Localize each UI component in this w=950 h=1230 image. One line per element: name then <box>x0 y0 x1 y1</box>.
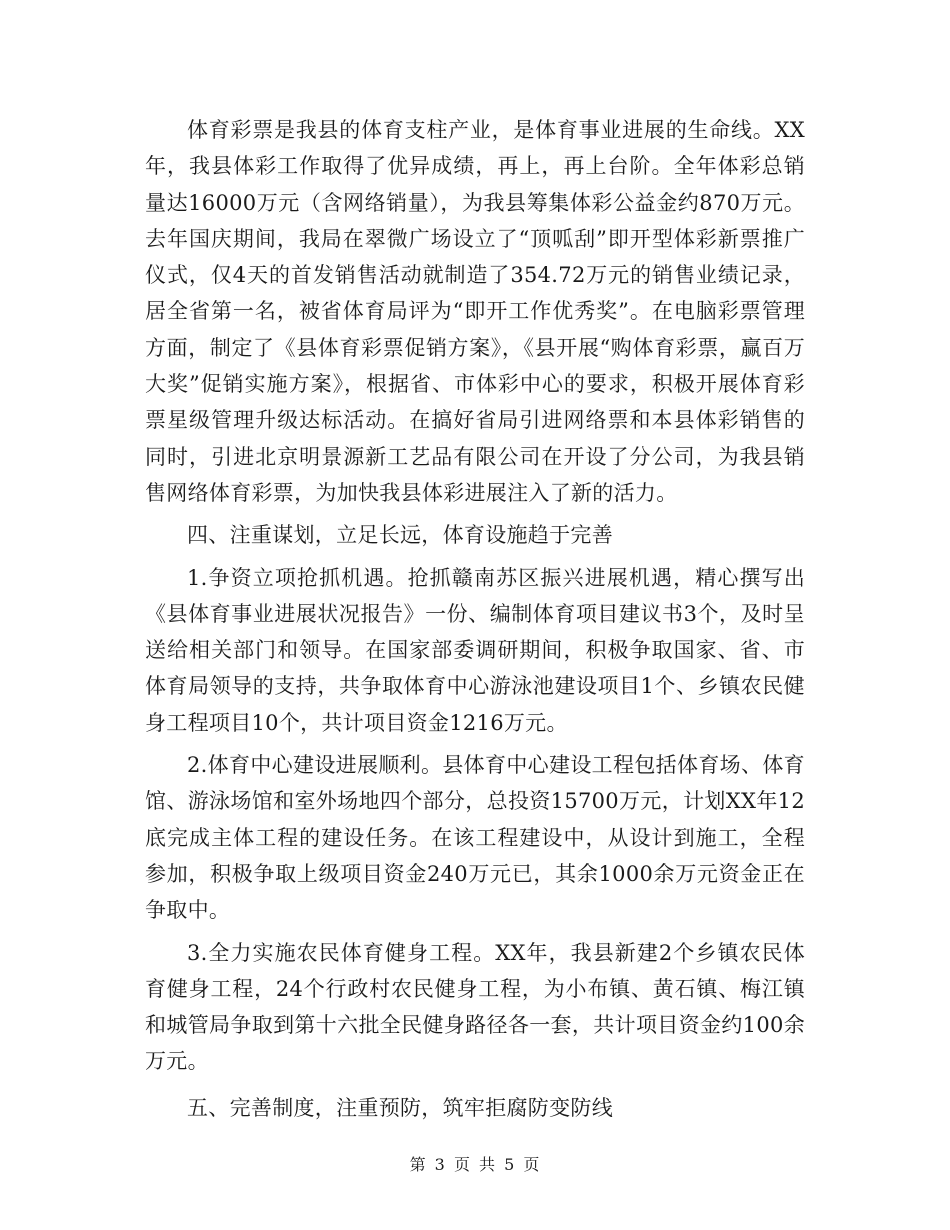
page-number-footer: 第 3 页 共 5 页 <box>409 1155 541 1174</box>
paragraph-funding: 1.争资立项抢抓机遇。抢抓赣南苏区振兴进展机遇，精心撰写出《县体育事业进展状况报告》一份、编制体育项目建议书3个，及时呈送给相关部门和领导。在国家部委调研期间，积极争取国家、省、市体育局领导的支持，共争取体育中心游泳池建设项目1个、乡镇农民健身工程项目10个，共计项目资金1216万元。 <box>145 565 805 735</box>
section-heading-facilities: 四、注重谋划，立足长远，体育设施趋于完善 <box>187 523 613 548</box>
document-body <box>145 112 805 1126</box>
paragraph-farmer-fitness: 3.全力实施农民体育健身工程。XX年，我县新建2个乡镇农民体育健身工程，24个行政村农民健身工程，为小布镇、黄石镇、梅江镇和城管局争取到第十六批全民健身路径各一套，共计项目资金约100余万元。 <box>145 940 805 1074</box>
paragraph-lottery: 体育彩票是我县的体育支柱产业，是体育事业进展的生命线。XX年，我县体彩工作取得了优异成绩，再上，再上台阶。全年体彩总销量达16000万元（含网络销量），为我县筹集体彩公益金约870万元。去年国庆期间，我局在翠微广场设立了“顶呱刮”即开型体彩新票推广仪式，仅4天的首发销售活动就制造了354.72万元的销售业绩记录，居全省第一名，被省体育局评为“即开工作优秀奖”。在电脑彩票管理方面，制定了《县体育彩票促销方案》，《县开展“购体育彩票，赢百万大奖”促销实施方案》，根据省、市体彩中心的要求，积极开展体育彩票星级管理升级达标活动。在搞好省局引进网络票和本县体彩销售的同时，引进北京明景源新工艺品有限公司在开设了分公司，为我县销售网络体育彩票，为加快我县体彩进展注入了新的活力。 <box>145 118 805 505</box>
section-heading-integrity: 五、完善制度，注重预防，筑牢拒腐防变防线 <box>187 1095 613 1120</box>
paragraph-sports-center: 2.体育中心建设进展顺利。县体育中心建设工程包括体育场、体育馆、游泳场馆和室外场地四个部分，总投资15700万元，计划XX年12底完成主体工程的建设任务。在该工程建设中，从设计到施工，全程参加，积极争取上级项目资金240万元已，其余1000余万元资金正在争取中。 <box>145 753 805 923</box>
